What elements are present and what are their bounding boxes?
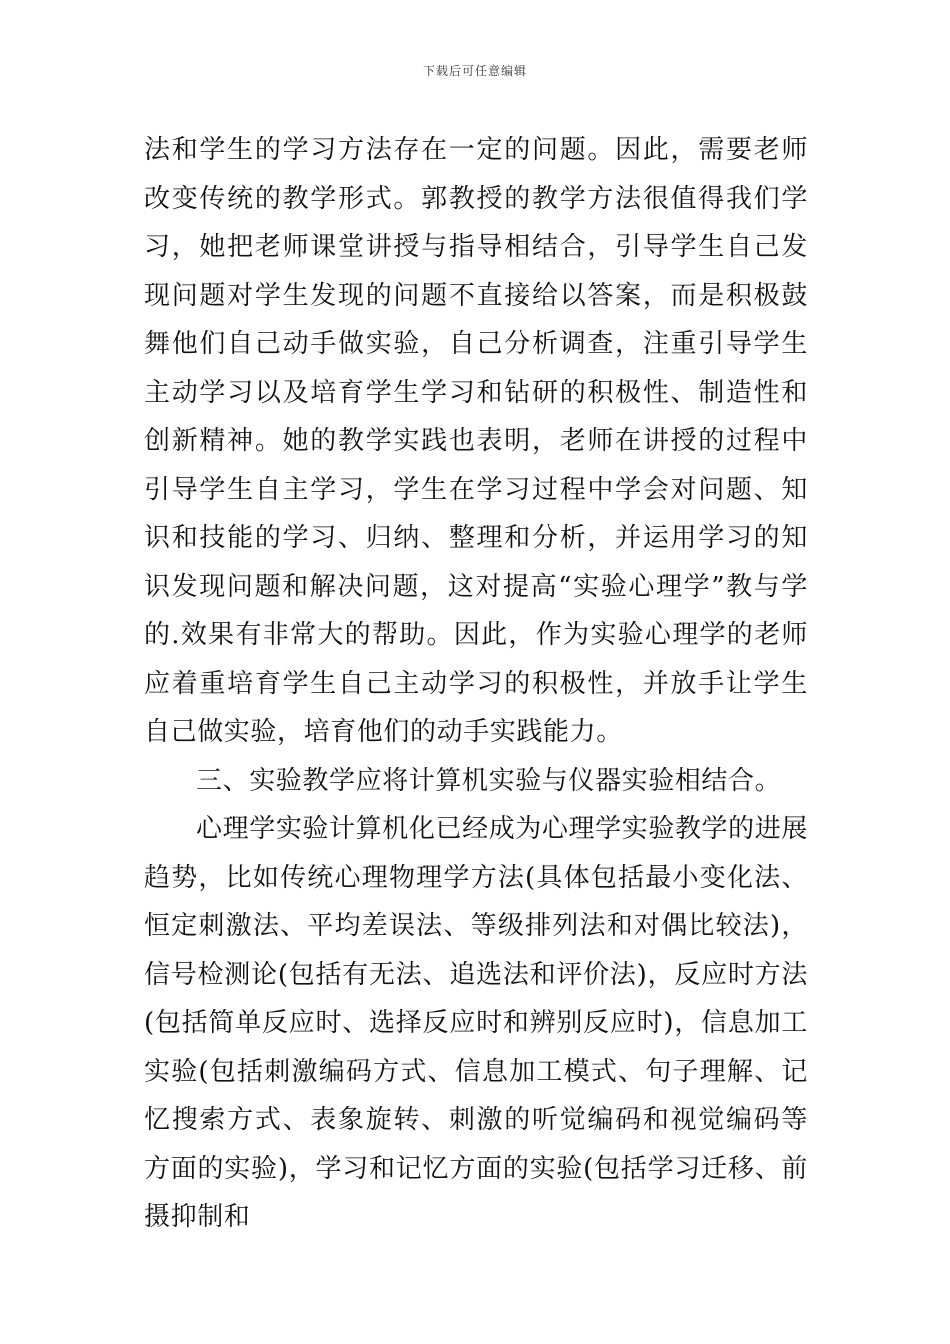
paragraph-computerized-experiments: 心理学实验计算机化已经成为心理学实验教学的进展趋势，比如传统心理物理学方法(具体包括最小变化法、恒定刺激法、平均差误法、等级排列法和对偶比较法)，信号检测论(包括有无法、追选法和评价法)，反应时方法(包括简单反应时、选择反应时和辨别反应时)，信息加工实验(包括刺激编码方式、信息加工模式、句子理解、记忆搜索方式、表象旋转、刺激的听觉编码和视觉编码等方面的实验)，学习和记忆方面的实验(包括学习迁移、前摄抑制和 bbox=[144, 814, 808, 1232]
section-heading-three: 三、实验教学应将计算机实验与仪器实验相结合。 bbox=[196, 765, 782, 796]
paragraph-continued: 法和学生的学习方法存在一定的问题。因此，需要老师改变传统的教学形式。郭教授的教学方法很值得我们学习，她把老师课堂讲授与指导相结合，引导学生自己发现问题对学生发现的问题不直接给以答案，而是积极鼓舞他们自己动手做实验，自己分析调查，注重引导学生主动学习以及培育学生学习和钻研的积极性、制造性和创新精神。她的教学实践也表明，老师在讲授的过程中引导学生自主学习，学生在学习过程中学会对问题、知识和技能的学习、归纳、整理和分析，并运用学习的知识发现问题和解决问题，这对提高“实验心理学”教与学的.效果有非常大的帮助。因此，作为实验心理学的老师应着重培育学生自己主动学习的积极性，并放手让学生自己做实验，培育他们的动手实践能力。 bbox=[144, 135, 808, 747]
document-body bbox=[144, 126, 808, 1242]
header-note: 下载后可任意编辑 bbox=[422, 64, 527, 78]
